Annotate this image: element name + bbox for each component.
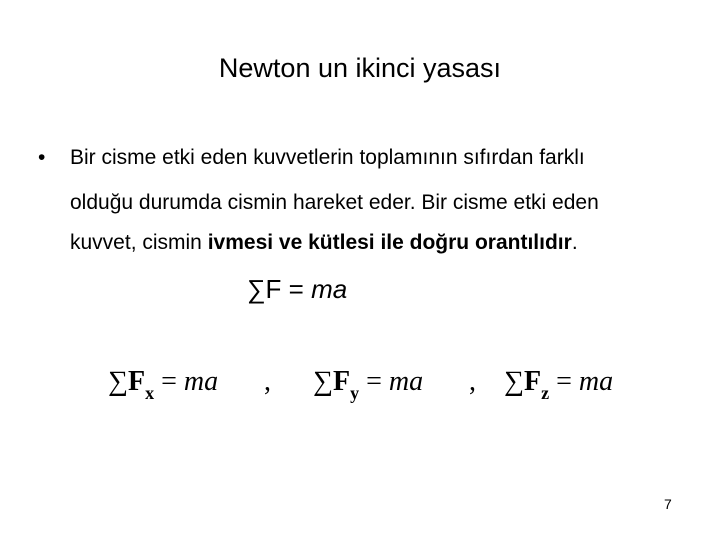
line3-bold: ivmesi ve kütlesi ile doğru orantılıdır — [207, 231, 572, 254]
main-formula — [247, 272, 347, 306]
subscript-x: x — [145, 383, 155, 403]
equals: = — [154, 366, 184, 397]
subscript-y: y — [350, 383, 360, 403]
force-symbol: F — [332, 366, 351, 397]
rhs-ma: ma — [183, 366, 219, 397]
force-symbol: F — [127, 366, 146, 397]
formula-z — [504, 362, 613, 404]
main-formula-rhs: ma — [311, 274, 348, 304]
page-number: 7 — [664, 496, 672, 512]
line3-plain: kuvvet, cismin — [70, 231, 208, 254]
rhs-ma: ma — [578, 366, 614, 397]
rhs-ma: ma — [388, 366, 424, 397]
sigma-symbol: ∑ — [504, 366, 524, 397]
subscript-z: z — [541, 383, 550, 403]
bullet-line-3 — [70, 230, 578, 256]
separator-comma-1: , — [264, 366, 271, 397]
main-formula-lhs: ∑F = — [247, 274, 312, 304]
equals: = — [359, 366, 389, 397]
force-symbol: F — [523, 366, 542, 397]
bullet-marker: • — [38, 146, 46, 169]
separator-comma-2: , — [469, 366, 476, 397]
equals: = — [549, 366, 579, 397]
sigma-symbol: ∑ — [108, 366, 128, 397]
formula-y — [313, 362, 423, 404]
sigma-symbol: ∑ — [313, 366, 333, 397]
slide-title: Newton un ikinci yasası — [218, 53, 502, 83]
formula-x — [108, 362, 218, 404]
bullet-line-1: Bir cisme etki eden kuvvetlerin toplamının sıfırdan farklı — [70, 146, 585, 169]
line3-end: . — [571, 231, 578, 254]
bullet-line-2: olduğu durumda cismin hareket eder. Bir cisme etki eden — [70, 191, 599, 214]
